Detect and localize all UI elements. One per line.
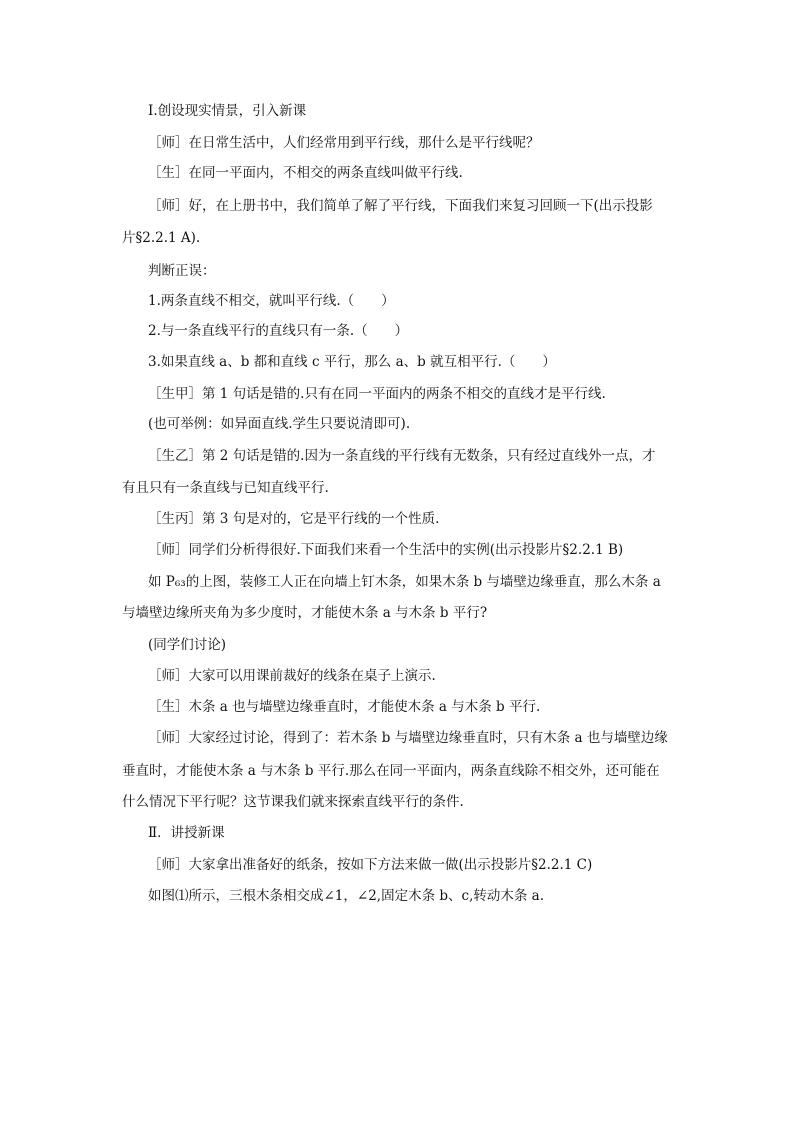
paragraph: (也可举例：如异面直线.学生只要说清即可). bbox=[148, 416, 411, 432]
paragraph-continuation: 与墙壁边缘所夹角为多少度时，才能使木条 a 与木条 b 平行? bbox=[122, 605, 488, 621]
list-item: 2.与一条直线平行的直线只有一条.（ ） bbox=[148, 323, 409, 339]
list-item: 1.两条直线不相交，就叫平行线.（ ） bbox=[148, 293, 395, 309]
paragraph-continuation: 有且只有一条直线与已知直线平行. bbox=[122, 480, 329, 496]
paragraph: ［师］在日常生活中，人们经常用到平行线，那什么是平行线呢？ bbox=[148, 135, 540, 151]
paragraph-continuation: 片§2.2.1 A). bbox=[122, 230, 201, 246]
paragraph-continuation: 什么情况下平行呢？这节课我们就来探索直线平行的条件. bbox=[122, 794, 464, 810]
paragraph: 判断正误： bbox=[148, 263, 216, 279]
paragraph: (同学们讨论) bbox=[148, 637, 227, 653]
paragraph: 如 P₆₃的上图，装修工人正在向墙上钉木条，如果木条 b 与墙壁边缘垂直，那么木条 a bbox=[148, 574, 661, 590]
paragraph: ［生甲］第 1 句话是错的.只有在同一平面内的两条不相交的直线才是平行线. bbox=[148, 386, 606, 402]
paragraph: ［师］大家拿出准备好的纸条，按如下方法来做一做(出示投影片§2.2.1 C) bbox=[148, 857, 593, 873]
paragraph: ［师］大家经过讨论，得到了：若木条 b 与墙壁边缘垂直时，只有木条 a 也与墙壁边缘 bbox=[148, 730, 668, 746]
paragraph: ［师］好，在上册书中，我们简单了解了平行线，下面我们来复习回顾一下(出示投影 bbox=[148, 198, 653, 214]
paragraph: ［生］在同一平面内，不相交的两条直线叫做平行线. bbox=[148, 165, 463, 181]
section-heading-2: Ⅱ．讲授新课 bbox=[148, 825, 225, 841]
paragraph: ［师］大家可以用课前裁好的线条在桌子上演示. bbox=[148, 668, 436, 684]
paragraph-continuation: 垂直时，才能使木条 a 与木条 b 平行.那么在同一平面内，两条直线除不相交外，还可能在 bbox=[122, 763, 660, 779]
paragraph: ［生］木条 a 也与墙壁边缘垂直时，才能使木条 a 与木条 b 平行. bbox=[148, 699, 541, 715]
section-heading-1: Ⅰ.创设现实情景，引入新课 bbox=[148, 103, 307, 119]
list-item: 3.如果直线 a、b 都和直线 c 平行，那么 a、b 就互相平行.（ ） bbox=[148, 354, 556, 370]
paragraph: ［师］同学们分析得很好.下面我们来看一个生活中的实例(出示投影片§2.2.1 B) bbox=[148, 542, 624, 558]
paragraph: ［生乙］第 2 句话是错的.因为一条直线的平行线有无数条，只有经过直线外一点，才 bbox=[148, 448, 656, 464]
paragraph: 如图⑴所示，三根木条相交成∠1，∠2,固定木条 b、c,转动木条 a. bbox=[148, 888, 545, 904]
paragraph: ［生丙］第 3 句是对的，它是平行线的一个性质. bbox=[148, 511, 440, 527]
